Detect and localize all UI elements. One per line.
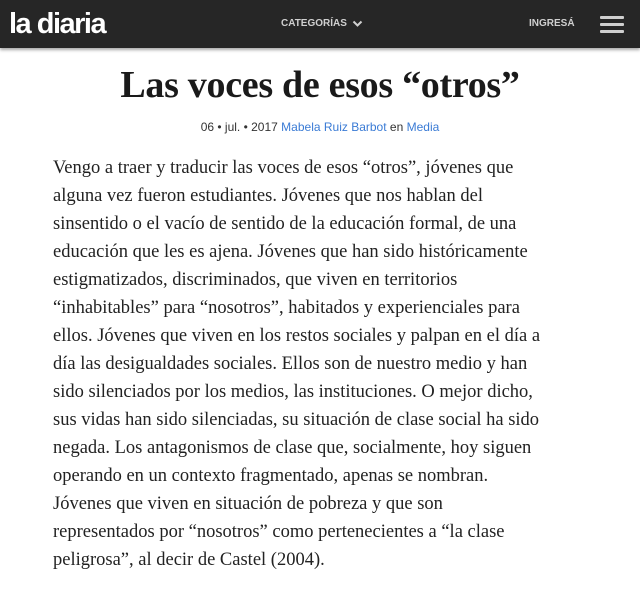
top-navigation-bar	[0, 0, 640, 48]
body-line: día las desigualdades sociales. Ellos son de nuestro medio y han	[53, 354, 528, 374]
body-line: operando en un contexto fragmentado, apenas se nombran.	[53, 466, 489, 486]
hamburger-menu-icon[interactable]	[600, 14, 624, 34]
categories-label: CATEGORÍAS	[281, 18, 347, 29]
site-logo[interactable]: la diaria	[9, 8, 106, 40]
body-line: sinsentido o el vacío de sentido de la educación formal, de una	[53, 214, 517, 234]
article-body	[53, 154, 593, 574]
menu-bar	[600, 16, 624, 19]
menu-bar	[600, 30, 624, 33]
body-line: alguna vez fueron estudiantes. Jóvenes que nos hablan del	[53, 186, 483, 206]
meta-connector: en	[389, 120, 404, 134]
author-link[interactable]: Mabela Ruiz Barbot	[281, 120, 387, 134]
article-meta	[0, 119, 640, 135]
section-link[interactable]: Media	[406, 120, 440, 134]
body-line: Jóvenes que viven en situación de pobreza y que son	[53, 494, 443, 514]
body-line: negada. Los antagonismos de clase que, socialmente, hoy siguen	[53, 438, 532, 458]
body-line: representados por “nosotros” como pertenecientes a “la clase	[53, 522, 505, 542]
body-line: “inhabitables” para “nosotros”, habitados y experienciales para	[53, 298, 520, 318]
chevron-down-icon	[352, 20, 363, 28]
body-line: Vengo a traer y traducir las voces de esos “otros”, jóvenes que	[53, 158, 514, 178]
categories-menu-button[interactable]	[281, 16, 363, 32]
article-date: 06 • jul. • 2017	[200, 120, 278, 134]
body-line: peligrosa”, al decir de Castel (2004).	[53, 550, 325, 570]
article-title: Las voces de esos “otros”	[120, 64, 520, 106]
body-line: ellos. Jóvenes que viven en los restos sociales y palpan en el día a	[53, 326, 541, 346]
body-line: sido silenciados por los medios, las instituciones. O mejor dicho,	[53, 382, 533, 402]
body-line: educación que les es ajena. Jóvenes que han sido históricamente	[53, 242, 528, 262]
login-link[interactable]: INGRESÁ	[529, 18, 575, 29]
body-line: sus vidas han sido silenciadas, su situación de clase social ha sido	[53, 410, 540, 430]
menu-bar	[600, 23, 624, 26]
body-line: estigmatizados, discriminados, que viven en territorios	[53, 270, 458, 290]
